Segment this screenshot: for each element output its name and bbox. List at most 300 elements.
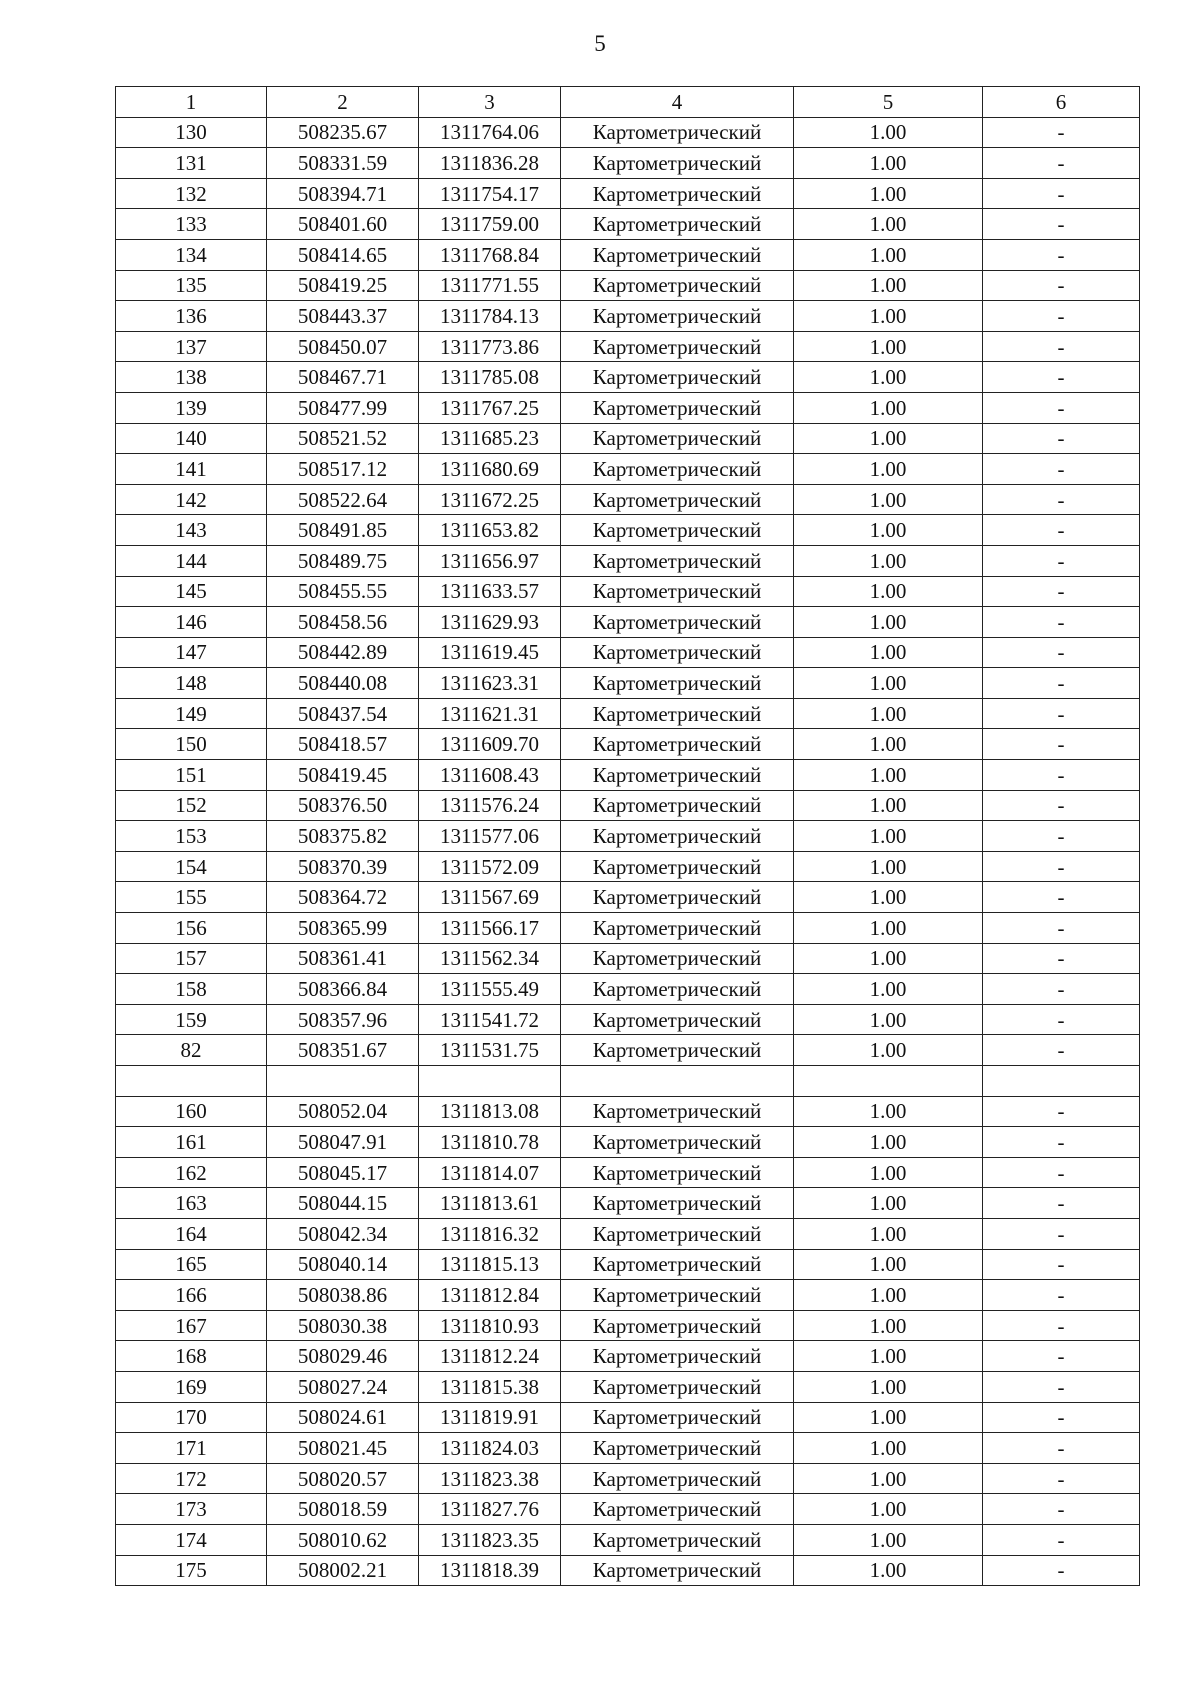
point-number-cell: 141 — [116, 454, 267, 485]
y-coordinate-cell — [419, 1066, 561, 1097]
point-number-cell: 174 — [116, 1524, 267, 1555]
method-cell: Картометрический — [561, 239, 794, 270]
method-cell: Картометрический — [561, 576, 794, 607]
column-header: 1 — [116, 87, 267, 118]
accuracy-cell: 1.00 — [794, 362, 983, 393]
x-coordinate-cell: 508044.15 — [267, 1188, 419, 1219]
table-row — [116, 637, 1140, 668]
y-coordinate-cell: 1311813.61 — [419, 1188, 561, 1219]
accuracy-cell: 1.00 — [794, 1402, 983, 1433]
method-cell: Картометрический — [561, 1341, 794, 1372]
description-cell: - — [983, 239, 1140, 270]
table-row — [116, 484, 1140, 515]
y-coordinate-cell: 1311784.13 — [419, 301, 561, 332]
accuracy-cell: 1.00 — [794, 1280, 983, 1311]
point-number-cell: 156 — [116, 913, 267, 944]
x-coordinate-cell: 508467.71 — [267, 362, 419, 393]
table-row — [116, 1555, 1140, 1586]
x-coordinate-cell: 508047.91 — [267, 1127, 419, 1158]
method-cell: Картометрический — [561, 607, 794, 638]
y-coordinate-cell: 1311608.43 — [419, 760, 561, 791]
accuracy-cell: 1.00 — [794, 760, 983, 791]
description-cell: - — [983, 1555, 1140, 1586]
method-cell: Картометрический — [561, 1157, 794, 1188]
accuracy-cell: 1.00 — [794, 484, 983, 515]
description-cell: - — [983, 913, 1140, 944]
column-header: 6 — [983, 87, 1140, 118]
table-row — [116, 1127, 1140, 1158]
point-number-cell: 169 — [116, 1371, 267, 1402]
point-number-cell: 168 — [116, 1341, 267, 1372]
x-coordinate-cell: 508235.67 — [267, 117, 419, 148]
method-cell: Картометрический — [561, 362, 794, 393]
y-coordinate-cell: 1311629.93 — [419, 607, 561, 638]
accuracy-cell: 1.00 — [794, 1524, 983, 1555]
x-coordinate-cell: 508458.56 — [267, 607, 419, 638]
table-row — [116, 301, 1140, 332]
table-row — [116, 1157, 1140, 1188]
method-cell: Картометрический — [561, 1249, 794, 1280]
accuracy-cell: 1.00 — [794, 209, 983, 240]
point-number-cell: 158 — [116, 974, 267, 1005]
accuracy-cell: 1.00 — [794, 392, 983, 423]
table-row — [116, 790, 1140, 821]
table-row — [116, 148, 1140, 179]
description-cell: - — [983, 1218, 1140, 1249]
x-coordinate-cell: 508040.14 — [267, 1249, 419, 1280]
accuracy-cell: 1.00 — [794, 454, 983, 485]
y-coordinate-cell: 1311768.84 — [419, 239, 561, 270]
method-cell: Картометрический — [561, 698, 794, 729]
point-number-cell: 172 — [116, 1463, 267, 1494]
table-row — [116, 821, 1140, 852]
y-coordinate-cell: 1311810.93 — [419, 1310, 561, 1341]
table-body — [116, 117, 1140, 1586]
x-coordinate-cell: 508419.25 — [267, 270, 419, 301]
accuracy-cell: 1.00 — [794, 1371, 983, 1402]
table-row — [116, 913, 1140, 944]
column-header: 2 — [267, 87, 419, 118]
point-number-cell: 133 — [116, 209, 267, 240]
y-coordinate-cell: 1311759.00 — [419, 209, 561, 240]
description-cell: - — [983, 1096, 1140, 1127]
x-coordinate-cell: 508394.71 — [267, 178, 419, 209]
y-coordinate-cell: 1311813.08 — [419, 1096, 561, 1127]
x-coordinate-cell: 508522.64 — [267, 484, 419, 515]
table-row — [116, 943, 1140, 974]
column-header: 3 — [419, 87, 561, 118]
x-coordinate-cell: 508375.82 — [267, 821, 419, 852]
accuracy-cell: 1.00 — [794, 545, 983, 576]
description-cell: - — [983, 484, 1140, 515]
method-cell: Картометрический — [561, 1004, 794, 1035]
description-cell: - — [983, 1494, 1140, 1525]
method-cell: Картометрический — [561, 117, 794, 148]
y-coordinate-cell: 1311819.91 — [419, 1402, 561, 1433]
description-cell: - — [983, 1157, 1140, 1188]
description-cell: - — [983, 760, 1140, 791]
description-cell: - — [983, 1524, 1140, 1555]
x-coordinate-cell: 508414.65 — [267, 239, 419, 270]
table-row — [116, 454, 1140, 485]
accuracy-cell: 1.00 — [794, 668, 983, 699]
table-row — [116, 1371, 1140, 1402]
point-number-cell — [116, 1066, 267, 1097]
table-row — [116, 974, 1140, 1005]
y-coordinate-cell: 1311823.38 — [419, 1463, 561, 1494]
description-cell: - — [983, 1341, 1140, 1372]
accuracy-cell: 1.00 — [794, 1463, 983, 1494]
coordinates-table — [115, 86, 1140, 1586]
point-number-cell: 137 — [116, 331, 267, 362]
y-coordinate-cell: 1311576.24 — [419, 790, 561, 821]
accuracy-cell: 1.00 — [794, 851, 983, 882]
y-coordinate-cell: 1311827.76 — [419, 1494, 561, 1525]
description-cell: - — [983, 729, 1140, 760]
accuracy-cell: 1.00 — [794, 117, 983, 148]
accuracy-cell: 1.00 — [794, 148, 983, 179]
description-cell: - — [983, 1463, 1140, 1494]
y-coordinate-cell: 1311633.57 — [419, 576, 561, 607]
point-number-cell: 159 — [116, 1004, 267, 1035]
method-cell: Картометрический — [561, 943, 794, 974]
accuracy-cell: 1.00 — [794, 1188, 983, 1219]
method-cell: Картометрический — [561, 515, 794, 546]
accuracy-cell: 1.00 — [794, 331, 983, 362]
accuracy-cell: 1.00 — [794, 239, 983, 270]
method-cell: Картометрический — [561, 821, 794, 852]
method-cell: Картометрический — [561, 1524, 794, 1555]
y-coordinate-cell: 1311619.45 — [419, 637, 561, 668]
accuracy-cell: 1.00 — [794, 515, 983, 546]
x-coordinate-cell: 508489.75 — [267, 545, 419, 576]
description-cell: - — [983, 454, 1140, 485]
point-number-cell: 173 — [116, 1494, 267, 1525]
table-row — [116, 576, 1140, 607]
method-cell: Картометрический — [561, 1188, 794, 1219]
table-row — [116, 668, 1140, 699]
x-coordinate-cell: 508366.84 — [267, 974, 419, 1005]
x-coordinate-cell: 508361.41 — [267, 943, 419, 974]
x-coordinate-cell: 508365.99 — [267, 913, 419, 944]
y-coordinate-cell: 1311815.13 — [419, 1249, 561, 1280]
y-coordinate-cell: 1311572.09 — [419, 851, 561, 882]
method-cell: Картометрический — [561, 301, 794, 332]
point-number-cell: 145 — [116, 576, 267, 607]
description-cell: - — [983, 1127, 1140, 1158]
table-row — [116, 698, 1140, 729]
table-row — [116, 1004, 1140, 1035]
method-cell: Картометрический — [561, 729, 794, 760]
y-coordinate-cell: 1311814.07 — [419, 1157, 561, 1188]
description-cell: - — [983, 1433, 1140, 1464]
x-coordinate-cell: 508357.96 — [267, 1004, 419, 1035]
description-cell: - — [983, 392, 1140, 423]
table-row — [116, 423, 1140, 454]
y-coordinate-cell: 1311810.78 — [419, 1127, 561, 1158]
description-cell: - — [983, 331, 1140, 362]
table-row — [116, 392, 1140, 423]
x-coordinate-cell: 508376.50 — [267, 790, 419, 821]
table-row — [116, 1310, 1140, 1341]
y-coordinate-cell: 1311680.69 — [419, 454, 561, 485]
point-number-cell: 138 — [116, 362, 267, 393]
x-coordinate-cell: 508364.72 — [267, 882, 419, 913]
point-number-cell: 143 — [116, 515, 267, 546]
accuracy-cell: 1.00 — [794, 729, 983, 760]
y-coordinate-cell: 1311623.31 — [419, 668, 561, 699]
y-coordinate-cell: 1311653.82 — [419, 515, 561, 546]
point-number-cell: 147 — [116, 637, 267, 668]
description-cell: - — [983, 698, 1140, 729]
description-cell: - — [983, 1188, 1140, 1219]
point-number-cell: 150 — [116, 729, 267, 760]
accuracy-cell: 1.00 — [794, 698, 983, 729]
point-number-cell: 131 — [116, 148, 267, 179]
y-coordinate-cell: 1311754.17 — [419, 178, 561, 209]
description-cell: - — [983, 1280, 1140, 1311]
point-number-cell: 139 — [116, 392, 267, 423]
x-coordinate-cell: 508351.67 — [267, 1035, 419, 1066]
accuracy-cell: 1.00 — [794, 178, 983, 209]
table-row — [116, 362, 1140, 393]
point-number-cell: 132 — [116, 178, 267, 209]
x-coordinate-cell: 508042.34 — [267, 1218, 419, 1249]
point-number-cell: 149 — [116, 698, 267, 729]
x-coordinate-cell: 508442.89 — [267, 637, 419, 668]
y-coordinate-cell: 1311771.55 — [419, 270, 561, 301]
y-coordinate-cell: 1311767.25 — [419, 392, 561, 423]
x-coordinate-cell: 508002.21 — [267, 1555, 419, 1586]
method-cell: Картометрический — [561, 545, 794, 576]
accuracy-cell: 1.00 — [794, 301, 983, 332]
description-cell: - — [983, 1402, 1140, 1433]
table-row — [116, 1463, 1140, 1494]
page-number: 5 — [594, 31, 606, 56]
x-coordinate-cell: 508027.24 — [267, 1371, 419, 1402]
accuracy-cell: 1.00 — [794, 1433, 983, 1464]
table-row — [116, 331, 1140, 362]
table-row — [116, 1524, 1140, 1555]
method-cell: Картометрический — [561, 913, 794, 944]
x-coordinate-cell: 508020.57 — [267, 1463, 419, 1494]
accuracy-cell: 1.00 — [794, 270, 983, 301]
y-coordinate-cell: 1311812.24 — [419, 1341, 561, 1372]
method-cell: Картометрический — [561, 760, 794, 791]
method-cell: Картометрический — [561, 1463, 794, 1494]
table-row — [116, 1433, 1140, 1464]
y-coordinate-cell: 1311555.49 — [419, 974, 561, 1005]
accuracy-cell: 1.00 — [794, 607, 983, 638]
accuracy-cell: 1.00 — [794, 637, 983, 668]
table-row — [116, 545, 1140, 576]
method-cell: Картометрический — [561, 1371, 794, 1402]
description-cell: - — [983, 1310, 1140, 1341]
method-cell: Картометрический — [561, 148, 794, 179]
method-cell: Картометрический — [561, 178, 794, 209]
x-coordinate-cell: 508437.54 — [267, 698, 419, 729]
method-cell: Картометрический — [561, 974, 794, 1005]
x-coordinate-cell: 508450.07 — [267, 331, 419, 362]
x-coordinate-cell: 508010.62 — [267, 1524, 419, 1555]
x-coordinate-cell: 508443.37 — [267, 301, 419, 332]
point-number-cell: 148 — [116, 668, 267, 699]
description-cell: - — [983, 1371, 1140, 1402]
description-cell: - — [983, 576, 1140, 607]
x-coordinate-cell: 508331.59 — [267, 148, 419, 179]
method-cell: Картометрический — [561, 668, 794, 699]
point-number-cell: 151 — [116, 760, 267, 791]
accuracy-cell: 1.00 — [794, 882, 983, 913]
x-coordinate-cell: 508517.12 — [267, 454, 419, 485]
y-coordinate-cell: 1311531.75 — [419, 1035, 561, 1066]
description-cell: - — [983, 515, 1140, 546]
header-row — [116, 87, 1140, 118]
x-coordinate-cell: 508521.52 — [267, 423, 419, 454]
y-coordinate-cell: 1311621.31 — [419, 698, 561, 729]
x-coordinate-cell: 508418.57 — [267, 729, 419, 760]
description-cell: - — [983, 301, 1140, 332]
point-number-cell: 134 — [116, 239, 267, 270]
description-cell: - — [983, 607, 1140, 638]
method-cell: Картометрический — [561, 1127, 794, 1158]
x-coordinate-cell: 508440.08 — [267, 668, 419, 699]
x-coordinate-cell: 508419.45 — [267, 760, 419, 791]
accuracy-cell: 1.00 — [794, 423, 983, 454]
point-number-cell: 130 — [116, 117, 267, 148]
y-coordinate-cell: 1311785.08 — [419, 362, 561, 393]
x-coordinate-cell: 508052.04 — [267, 1096, 419, 1127]
method-cell: Картометрический — [561, 331, 794, 362]
method-cell: Картометрический — [561, 423, 794, 454]
description-cell: - — [983, 362, 1140, 393]
method-cell: Картометрический — [561, 1494, 794, 1525]
description-cell: - — [983, 1249, 1140, 1280]
point-number-cell: 152 — [116, 790, 267, 821]
accuracy-cell: 1.00 — [794, 943, 983, 974]
description-cell: - — [983, 851, 1140, 882]
x-coordinate-cell: 508030.38 — [267, 1310, 419, 1341]
description-cell: - — [983, 821, 1140, 852]
table-row — [116, 515, 1140, 546]
method-cell: Картометрический — [561, 1035, 794, 1066]
y-coordinate-cell: 1311818.39 — [419, 1555, 561, 1586]
method-cell: Картометрический — [561, 270, 794, 301]
method-cell: Картометрический — [561, 790, 794, 821]
method-cell: Картометрический — [561, 1402, 794, 1433]
x-coordinate-cell: 508024.61 — [267, 1402, 419, 1433]
description-cell: - — [983, 178, 1140, 209]
method-cell: Картометрический — [561, 209, 794, 240]
y-coordinate-cell: 1311764.06 — [419, 117, 561, 148]
method-cell — [561, 1066, 794, 1097]
accuracy-cell: 1.00 — [794, 1127, 983, 1158]
description-cell: - — [983, 790, 1140, 821]
method-cell: Картометрический — [561, 882, 794, 913]
table-row — [116, 729, 1140, 760]
description-cell: - — [983, 668, 1140, 699]
method-cell: Картометрический — [561, 1280, 794, 1311]
table-row — [116, 270, 1140, 301]
method-cell: Картометрический — [561, 1433, 794, 1464]
y-coordinate-cell: 1311656.97 — [419, 545, 561, 576]
x-coordinate-cell: 508029.46 — [267, 1341, 419, 1372]
description-cell: - — [983, 148, 1140, 179]
y-coordinate-cell: 1311672.25 — [419, 484, 561, 515]
method-cell: Картометрический — [561, 392, 794, 423]
description-cell: - — [983, 974, 1140, 1005]
y-coordinate-cell: 1311823.35 — [419, 1524, 561, 1555]
accuracy-cell: 1.00 — [794, 821, 983, 852]
description-cell: - — [983, 637, 1140, 668]
point-number-cell: 167 — [116, 1310, 267, 1341]
method-cell: Картометрический — [561, 1555, 794, 1586]
method-cell: Картометрический — [561, 484, 794, 515]
method-cell: Картометрический — [561, 1218, 794, 1249]
point-number-cell: 163 — [116, 1188, 267, 1219]
y-coordinate-cell: 1311609.70 — [419, 729, 561, 760]
x-coordinate-cell: 508021.45 — [267, 1433, 419, 1464]
point-number-cell: 135 — [116, 270, 267, 301]
x-coordinate-cell: 508455.55 — [267, 576, 419, 607]
y-coordinate-cell: 1311824.03 — [419, 1433, 561, 1464]
point-number-cell: 146 — [116, 607, 267, 638]
description-cell: - — [983, 545, 1140, 576]
accuracy-cell — [794, 1066, 983, 1097]
accuracy-cell: 1.00 — [794, 1004, 983, 1035]
method-cell: Картометрический — [561, 851, 794, 882]
point-number-cell: 175 — [116, 1555, 267, 1586]
table-row — [116, 1341, 1140, 1372]
point-number-cell: 160 — [116, 1096, 267, 1127]
point-number-cell: 153 — [116, 821, 267, 852]
y-coordinate-cell: 1311836.28 — [419, 148, 561, 179]
description-cell: - — [983, 423, 1140, 454]
table-row — [116, 178, 1140, 209]
description-cell: - — [983, 943, 1140, 974]
accuracy-cell: 1.00 — [794, 1157, 983, 1188]
y-coordinate-cell: 1311773.86 — [419, 331, 561, 362]
accuracy-cell: 1.00 — [794, 913, 983, 944]
table-row — [116, 209, 1140, 240]
accuracy-cell: 1.00 — [794, 1341, 983, 1372]
y-coordinate-cell: 1311816.32 — [419, 1218, 561, 1249]
description-cell — [983, 1066, 1140, 1097]
point-number-cell: 162 — [116, 1157, 267, 1188]
table-row — [116, 851, 1140, 882]
point-number-cell: 142 — [116, 484, 267, 515]
column-header: 5 — [794, 87, 983, 118]
point-number-cell: 166 — [116, 1280, 267, 1311]
accuracy-cell: 1.00 — [794, 1555, 983, 1586]
table-row — [116, 760, 1140, 791]
y-coordinate-cell: 1311815.38 — [419, 1371, 561, 1402]
point-number-cell: 140 — [116, 423, 267, 454]
table-row — [116, 882, 1140, 913]
table-row — [116, 1096, 1140, 1127]
table-row — [116, 607, 1140, 638]
description-cell: - — [983, 117, 1140, 148]
description-cell: - — [983, 1035, 1140, 1066]
accuracy-cell: 1.00 — [794, 1494, 983, 1525]
accuracy-cell: 1.00 — [794, 1310, 983, 1341]
x-coordinate-cell — [267, 1066, 419, 1097]
point-number-cell: 171 — [116, 1433, 267, 1464]
accuracy-cell: 1.00 — [794, 790, 983, 821]
x-coordinate-cell: 508477.99 — [267, 392, 419, 423]
table-row — [116, 1188, 1140, 1219]
method-cell: Картометрический — [561, 637, 794, 668]
